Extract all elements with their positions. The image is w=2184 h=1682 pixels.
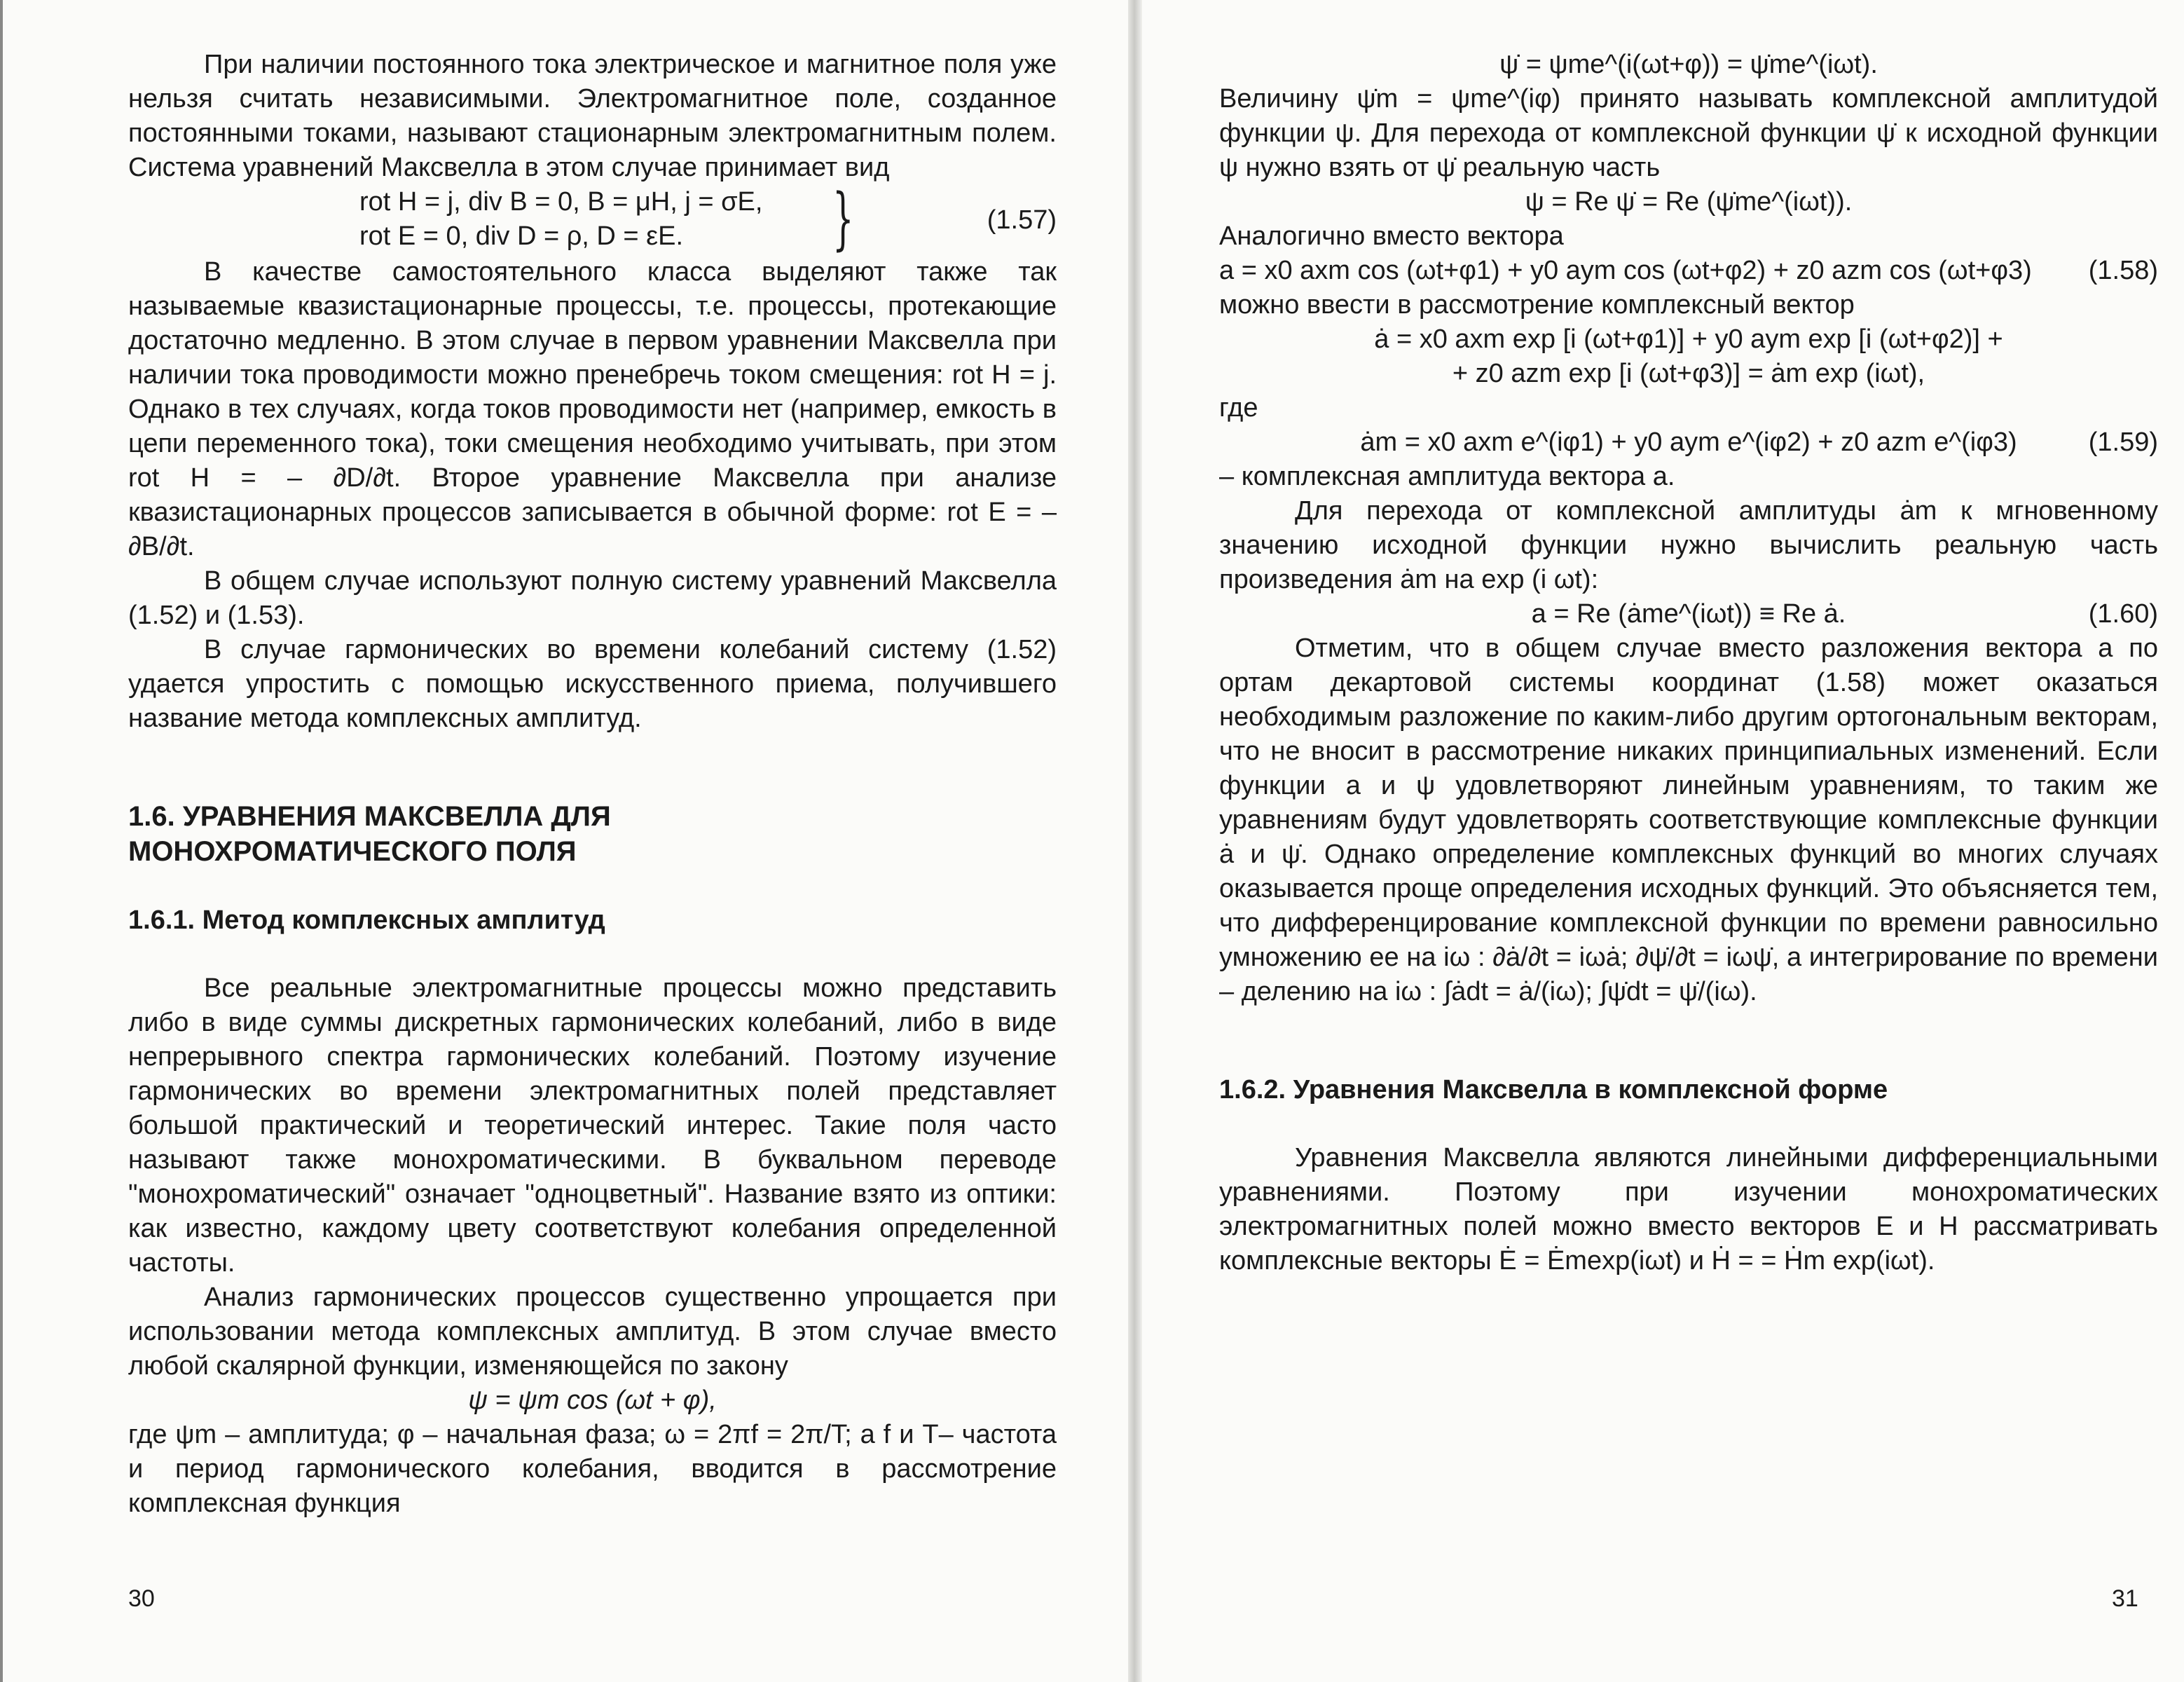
page-number-right: 31 (2112, 1585, 2138, 1612)
section-heading-line2: МОНОХРОМАТИЧЕСКОГО ПОЛЯ (128, 836, 577, 867)
formula-159 (1219, 425, 2158, 460)
page-number-left: 30 (128, 1585, 155, 1612)
paragraph-similarly: Аналогично вместо вектора (1219, 221, 1564, 251)
formula-psi: ψ = ψm cos (ωt + φ), (468, 1386, 717, 1415)
paragraph-complex-amplitude: Величину ψ̇m = ψme^(iφ) принято называть комплексной амплитудой функции ψ. Для перехода от комплексной функции ψ̇ к исходной функции ψ нужно взять от ψ̇ реальную часть (1219, 84, 2158, 182)
equation-number: (1.60) (2088, 599, 2158, 629)
equation-number: (1.58) (2088, 256, 2158, 285)
formula-160 (1219, 597, 2158, 631)
paragraph-analysis: Анализ гармонических процессов существенно упрощается при использовании метода комплексных амплитуд. В этом случае вместо любой скалярной функции, изменяющейся по закону (128, 1283, 1057, 1381)
paragraph-harmonic: В случае гармонических во времени колебаний систему (1.52) удается упростить с помощью искусственного приема, получившего название метода комплексных амплитуд. (128, 635, 1057, 733)
formula-complex-vector-line2: + z0 azm exp [i (ωt+φ3)] = ȧm exp (iωt), (1452, 359, 1925, 388)
book-gutter (1128, 0, 1142, 1682)
paragraph-where-psi: где ψm – амплитуда; φ – начальная фаза; ω = 2πf = 2π/T; а f и T– частота и период гармонического колебания, вводится в рассмотрение комплексная функция (128, 1420, 1057, 1518)
section-heading-line1: 1.6. УРАВНЕНИЯ МАКСВЕЛЛА ДЛЯ (128, 801, 611, 832)
formula-159-body: ȧm = x0 axm e^(iφ1) + y0 aym e^(iφ2) + z0 azm e^(iφ3) (1360, 428, 2017, 457)
paragraph-real-processes: Все реальные электромагнитные процессы можно представить либо в виде суммы дискретных гармонических колебаний, либо в виде непрерывного спектра гармонических колебаний. Поэтому изучение гармонических во времени электромагнитных полей представляет большой практический и теоретический интерес. Такие поля часто называют также монохроматическими. В буквальном переводе "монохроматический" означает "одноцветный". Название взято из оптики: как известно, каждому цвету соответствуют колебания определенной частоты. (128, 973, 1057, 1278)
formula-158 (1219, 254, 2158, 288)
paragraph-stationary-field: При наличии постоянного тока электрическое и магнитное поля уже нельзя считать независимыми. Электромагнитное поле, созданное постоянными токами, называют стационарным электромагнитным полем. Система уравнений Максвелла в этом случае принимает вид (128, 50, 1057, 182)
formula-157 (128, 179, 1057, 258)
formula-complex-psi: ψ̇ = ψme^(i(ωt+φ)) = ψ̇me^(iωt). (1499, 50, 1878, 79)
paragraph-complex-vector: можно ввести в рассмотрение комплексный вектор (1219, 290, 1855, 320)
formula-158-body: a = x0 axm cos (ωt+φ1) + y0 aym cos (ωt+φ2) + z0 azm cos (ωt+φ3) (1219, 256, 2032, 285)
paragraph-where: где (1219, 393, 1258, 423)
left-page-content (128, 48, 1057, 1521)
brace-symbol: } (832, 179, 854, 258)
equation-number: (1.57) (987, 205, 1057, 235)
subsection-heading-1-6-2: 1.6.2. Уравнения Максвелла в комплексной форме (1219, 1075, 1888, 1105)
subsection-heading-1-6-1: 1.6.1. Метод комплексных амплитуд (128, 905, 605, 935)
paragraph-amplitude-def: – комплексная амплитуда вектора a. (1219, 462, 1675, 491)
formula-real-part: ψ = Re ψ̇ = Re (ψ̇me^(iωt)). (1525, 187, 1853, 217)
equation-number: (1.59) (2088, 428, 2158, 457)
page-edge-shadow (0, 0, 3, 1682)
formula-157-line1: rot H = j, div B = 0, B = μH, j = σE, (359, 187, 763, 217)
formula-complex-vector-line1: ȧ = x0 axm exp [i (ωt+φ1)] + y0 aym exp [i (ωt+φ2)] + (1374, 324, 2003, 354)
paragraph-quasistationary: В качестве самостоятельного класса выделяют также так называемые квазистационарные процессы, т.е. процессы, протекающие достаточно медленно. В этом случае в первом уравнении Максвелла при наличии тока проводимости можно пренебречь током смещения: rot H = j. Однако в тех случаях, когда токов проводимости нет (например, емкость в цепи переменного тока), токи смещения необходимо учитывать, при этом rot H = – ∂D/∂t. Второе уравнение Максвелла при анализе квазистационарных процессов записывается в обычной форме: rot E = – ∂B/∂t. (128, 257, 1057, 561)
paragraph-instant-value: Для перехода от комплексной амплитуды ȧm к мгновенному значению исходной функции нужно вычислить реальную часть произведения ȧm на exp (i ωt): (1219, 496, 2158, 594)
paragraph-note: Отметим, что в общем случае вместо разложения вектора a по ортам декартовой системы координат (1.58) может оказаться необходимым разложение по каким-либо другим ортогональным векторам, что не вносит в рассмотрение никаких принципиальных изменений. Если функции a и ψ удовлетворяют линейным уравнениям, то таким же уравнениям будут удовлетворять соответствующие комплексные функции ȧ и ψ̇. Однако определение комплексных функций во многих случаях оказывается проще определения исходных функций. Это объясняется тем, что дифференцирование комплексной функции по времени равносильно умножению ее на iω : ∂ȧ/∂t = iωȧ; ∂ψ̇/∂t = iωψ̇, а интегрирование по времени – делению на iω : ∫ȧdt = ȧ/(iω); ∫ψ̇dt = ψ̇/(iω). (1219, 634, 2158, 1006)
formula-160-body: a = Re (ȧme^(iωt)) ≡ Re ȧ. (1531, 599, 1846, 629)
formula-157-line2: rot E = 0, div D = ρ, D = εE. (359, 221, 684, 251)
right-page-content (1219, 48, 2158, 1278)
paragraph-maxwell-linear: Уравнения Максвелла являются линейными дифференциальными уравнениями. Поэтому при изучении монохроматических электромагнитных полей можно вместо векторов E и H рассматривать комплексные векторы Ė = Ėmexp(iωt) и Ḣ = = Ḣm exp(iωt). (1219, 1143, 2158, 1276)
section-heading-1-6 (128, 799, 1057, 869)
paragraph-general-case: В общем случае используют полную систему уравнений Максвелла (1.52) и (1.53). (128, 566, 1057, 630)
right-page (1142, 0, 2184, 1682)
